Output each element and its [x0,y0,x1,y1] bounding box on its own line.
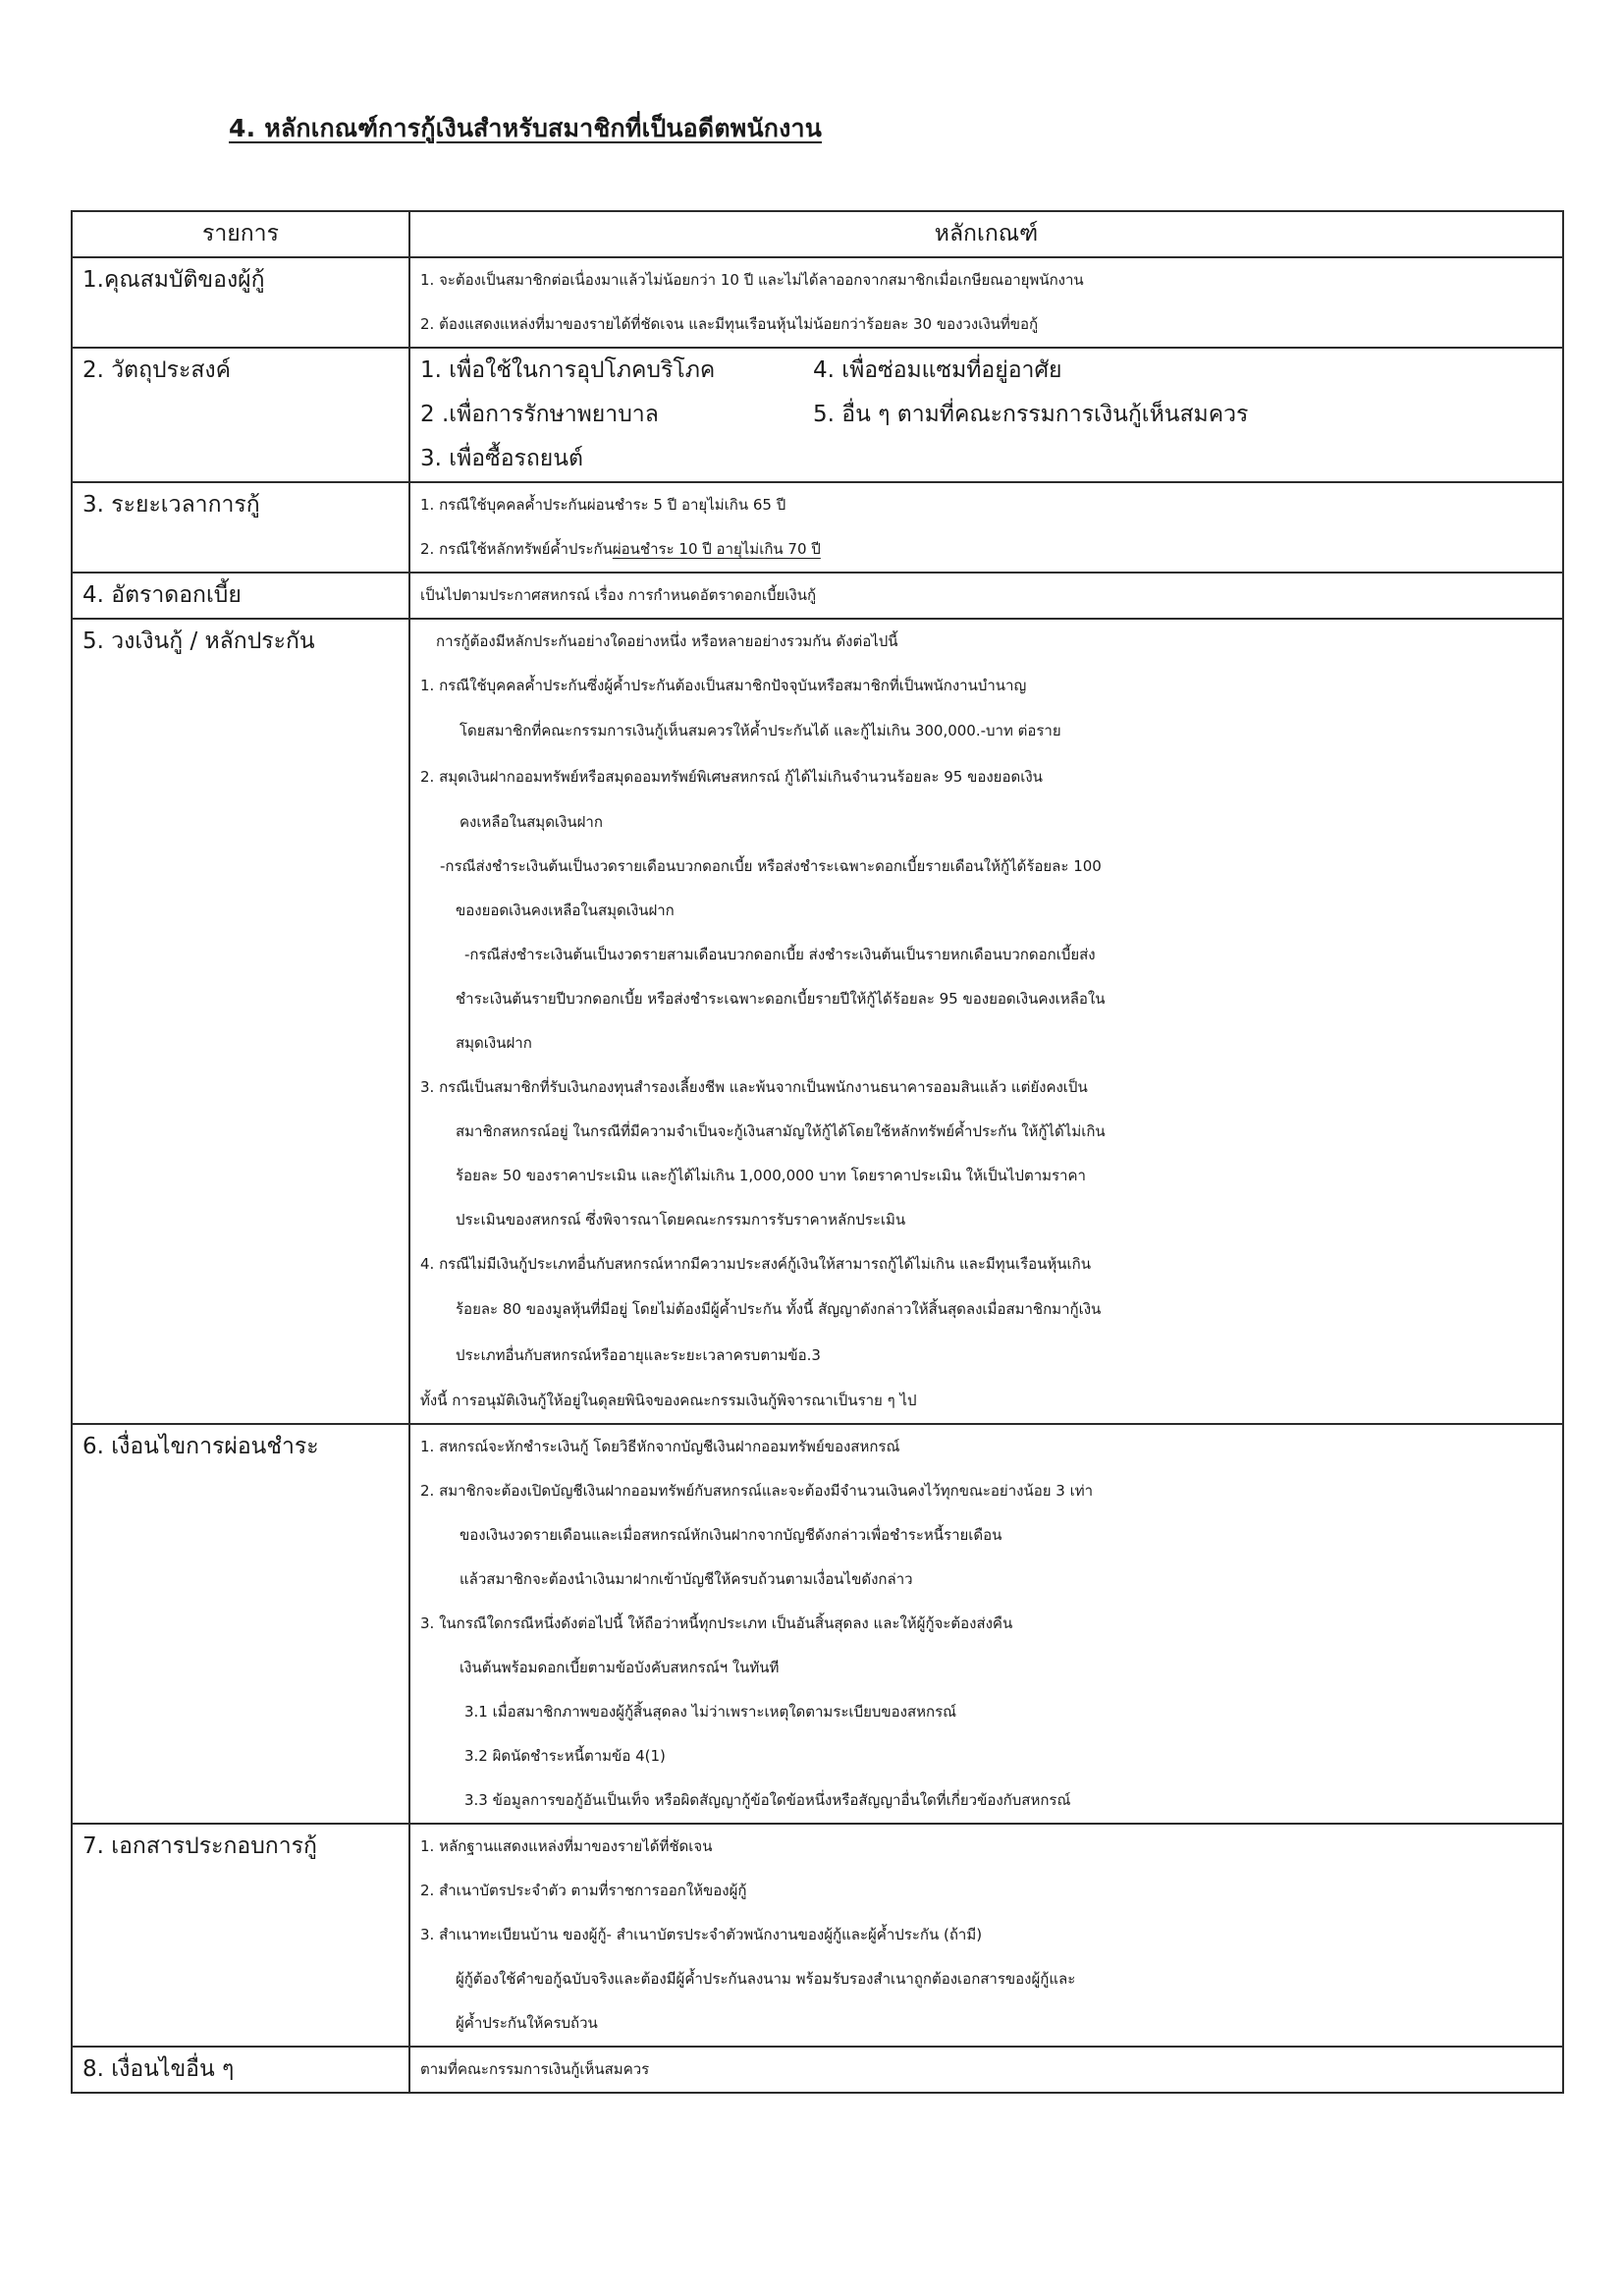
criteria-line: สมาชิกสหกรณ์อยู่ ในกรณีที่มีความจำเป็นจะกู้เงินสามัญให้กู้ได้โดยใช้หลักทรัพย์ค้ำประกัน ให้กู้ได้ไม่เกิน [456,1122,1106,1140]
table-row-repayment-conditions [72,1424,1563,1824]
criteria-line: 2. ต้องแสดงแหล่งที่มาของรายได้ที่ชัดเจน และมีทุนเรือนหุ้นไม่น้อยกว่าร้อยละ 30 ของวงเงินที่ขอกู้ [420,315,1039,333]
table-row-purpose [72,348,1563,482]
purpose-pair [420,393,1552,437]
row-label: 3. ระยะเวลาการกู้ [72,482,409,573]
criteria-line: เป็นไปตามประกาศสหกรณ์ เรื่อง การกำหนดอัตราดอกเบี้ยเงินกู้ [420,586,817,604]
purpose-pair [420,349,1552,393]
criteria-line: ชำระเงินต้นรายปีบวกดอกเบี้ย หรือส่งชำระเฉพาะดอกเบี้ยรายปีให้กู้ได้ร้อยละ 95 ของยอดเงินคงเหลือใน [456,990,1106,1008]
row-criteria [409,573,1563,619]
row-label: 7. เอกสารประกอบการกู้ [72,1824,409,2047]
row-criteria [409,257,1563,348]
purpose-item: 2 .เพื่อการรักษาพยาบาล [420,402,659,427]
criteria-line: 3. กรณีเป็นสมาชิกที่รับเงินกองทุนสำรองเลี้ยงชีพ และพ้นจากเป็นพนักงานธนาคารออมสินแล้ว แต่ยังคงเป็น [420,1078,1088,1096]
row-criteria [409,1824,1563,2047]
criteria-line: เงินต้นพร้อมดอกเบี้ยตามข้อบังคับสหกรณ์ฯ ในทันที [460,1659,780,1676]
criteria-line: -กรณีส่งชำระเงินต้นเป็นงวดรายสามเดือนบวกดอกเบี้ย ส่งชำระเงินต้นเป็นรายหกเดือนบวกดอกเบี้ยส่ง [464,946,1096,963]
row-criteria [409,482,1563,573]
criteria-line: ผู้กู้ต้องใช้คำขอกู้ฉบับจริงและต้องมีผู้ค้ำประกันลงนาม พร้อมรับรองสำเนาถูกต้องเอกสารของผู้กู้และ [456,1970,1076,1988]
underlined-text: ผ่อนชำระ 10 ปี อายุไม่เกิน 70 ปี [612,540,821,558]
criteria-line: 3. สำเนาทะเบียนบ้าน ของผู้กู้- สำเนาบัตรประจำตัวพนักงานของผู้กู้และผู้ค้ำประกัน (ถ้ามี) [420,1926,983,1943]
criteria-line: 2. สมาชิกจะต้องเปิดบัญชีเงินฝากออมทรัพย์กับสหกรณ์และจะต้องมีจำนวนเงินคงไว้ทุกขณะอย่างน้อย 3 เท่า [420,1482,1094,1500]
criteria-line: คงเหลือในสมุดเงินฝาก [460,813,603,831]
row-label: 5. วงเงินกู้ / หลักประกัน [72,619,409,1424]
criteria-subline: 3.3 ข้อมูลการขอกู้อันเป็นเท็จ หรือผิดสัญญากู้ข้อใดข้อหนึ่งหรือสัญญาอื่นใดที่เกี่ยวข้องกับสหกรณ์ [464,1791,1071,1809]
criteria-line: ตามที่คณะกรรมการเงินกู้เห็นสมควร [420,2060,650,2078]
row-label: 4. อัตราดอกเบี้ย [72,573,409,619]
row-criteria [409,2047,1563,2093]
table-header-row [72,211,1563,257]
criteria-line: 1. หลักฐานแสดงแหล่งที่มาของรายได้ที่ชัดเจน [420,1837,713,1855]
row-criteria [409,619,1563,1424]
criteria-line: 2. สำเนาบัตรประจำตัว ตามที่ราชการออกให้ของผู้กู้ [420,1882,747,1899]
loan-criteria-table [71,210,1564,2094]
criteria-line: 1. สหกรณ์จะหักชำระเงินกู้ โดยวิธีหักจากบัญชีเงินฝากออมทรัพย์ของสหกรณ์ [420,1438,900,1455]
purpose-item: 4. เพื่อซ่อมแซมที่อยู่อาศัย [813,357,1062,383]
purpose-pair [420,437,1552,481]
row-criteria [409,1424,1563,1824]
criteria-subline: 3.1 เมื่อสมาชิกภาพของผู้กู้สิ้นสุดลง ไม่ว่าเพราะเหตุใดตามระเบียบของสหกรณ์ [464,1703,957,1721]
row-criteria [409,348,1563,482]
criteria-subline: 3.2 ผิดนัดชำระหนี้ตามข้อ 4(1) [464,1747,666,1765]
criteria-line [420,527,1552,572]
page-title: 4. หลักเกณฑ์การกู้เงินสำหรับสมาชิกที่เป็นอดีตพนักงาน [229,114,823,142]
row-label: 8. เงื่อนไขอื่น ๆ [72,2047,409,2093]
table-row-loan-term [72,482,1563,573]
criteria-line: ร้อยละ 50 ของราคาประเมิน และกู้ได้ไม่เกิน 1,000,000 บาท โดยราคาประเมิน ให้เป็นไปตามราคา [456,1167,1086,1184]
criteria-line: ทั้งนี้ การอนุมัติเงินกู้ให้อยู่ในดุลยพินิจของคณะกรรมเงินกู้พิจารณาเป็นราย ๆ ไป [420,1392,917,1409]
criteria-line: แล้วสมาชิกจะต้องนำเงินมาฝากเข้าบัญชีให้ครบถ้วนตามเงื่อนไขดังกล่าว [460,1570,913,1588]
criteria-line: การกู้ต้องมีหลักประกันอย่างใดอย่างหนึ่ง หรือหลายอย่างรวมกัน ดังต่อไปนี้ [436,632,898,650]
criteria-line: ประเภทอื่นกับสหกรณ์หรืออายุและระยะเวลาครบตามข้อ.3 [456,1346,821,1364]
criteria-line: สมุดเงินฝาก [456,1034,532,1052]
header-criteria: หลักเกณฑ์ [409,211,1563,257]
table-row-documents [72,1824,1563,2047]
row-label: 6. เงื่อนไขการผ่อนชำระ [72,1424,409,1824]
row-label: 1.คุณสมบัติของผู้กู้ [72,257,409,348]
criteria-line: 1. จะต้องเป็นสมาชิกต่อเนื่องมาแล้วไม่น้อยกว่า 10 ปี และไม่ได้ลาออกจากสมาชิกเมื่อเกษียณอายุพนักงาน [420,271,1084,289]
row-label: 2. วัตถุประสงค์ [72,348,409,482]
criteria-line: 1. กรณีใช้บุคคลค้ำประกันซึ่งผู้ค้ำประกันต้องเป็นสมาชิกปัจจุบันหรือสมาชิกที่เป็นพนักงานบำนาญ [420,677,1027,694]
criteria-line: ผู้ค้ำประกันให้ครบถ้วน [456,2014,598,2032]
header-item: รายการ [72,211,409,257]
criteria-text: 2. กรณีใช้หลักทรัพย์ค้ำประกัน [420,540,613,558]
criteria-line: 1. กรณีใช้บุคคลค้ำประกันผ่อนชำระ 5 ปี อายุไม่เกิน 65 ปี [420,496,786,514]
criteria-line: โดยสมาชิกที่คณะกรรมการเงินกู้เห็นสมควรให้ค้ำประกันได้ และกู้ไม่เกิน 300,000.-บาท ต่อราย [460,722,1061,739]
criteria-line: ร้อยละ 80 ของมูลหุ้นที่มีอยู่ โดยไม่ต้องมีผู้ค้ำประกัน ทั้งนี้ สัญญาดังกล่าวให้สิ้นสุดลงเมื่อสมาชิกมากู้เงิน [456,1300,1102,1318]
criteria-line: ของเงินงวดรายเดือนและเมื่อสหกรณ์หักเงินฝากจากบัญชีดังกล่าวเพื่อชำระหนี้รายเดือน [460,1526,1002,1544]
criteria-line: ประเมินของสหกรณ์ ซึ่งพิจารณาโดยคณะกรรมการรับราคาหลักประเมิน [456,1211,906,1229]
criteria-line: ของยอดเงินคงเหลือในสมุดเงินฝาก [456,902,675,919]
purpose-item: 5. อื่น ๆ ตามที่คณะกรรมการเงินกู้เห็นสมควร [813,402,1249,427]
criteria-line: 3. ในกรณีใดกรณีหนึ่งดังต่อไปนี้ ให้ถือว่าหนี้ทุกประเภท เป็นอันสิ้นสุดลง และให้ผู้กู้จะต้องส่งคืน [420,1614,1013,1632]
table-row-qualifications [72,257,1563,348]
criteria-line: 4. กรณีไม่มีเงินกู้ประเภทอื่นกับสหกรณ์หากมีความประสงค์กู้เงินให้สามารถกู้ได้ไม่เกิน และมีทุนเรือนหุ้นเกิน [420,1255,1091,1273]
purpose-item: 1. เพื่อใช้ในการอุปโภคบริโภค [420,357,716,383]
table-row-other-conditions [72,2047,1563,2093]
purpose-item: 3. เพื่อซื้อรถยนต์ [420,446,583,471]
table-row-interest-rate [72,573,1563,619]
table-row-loan-limit-collateral [72,619,1563,1424]
criteria-line: -กรณีส่งชำระเงินต้นเป็นงวดรายเดือนบวกดอกเบี้ย หรือส่งชำระเฉพาะดอกเบี้ยรายเดือนให้กู้ได้ร้อยละ 100 [440,857,1102,875]
criteria-line: 2. สมุดเงินฝากออมทรัพย์หรือสมุดออมทรัพย์พิเศษสหกรณ์ กู้ได้ไม่เกินจำนวนร้อยละ 95 ของยอดเงิน [420,768,1043,786]
